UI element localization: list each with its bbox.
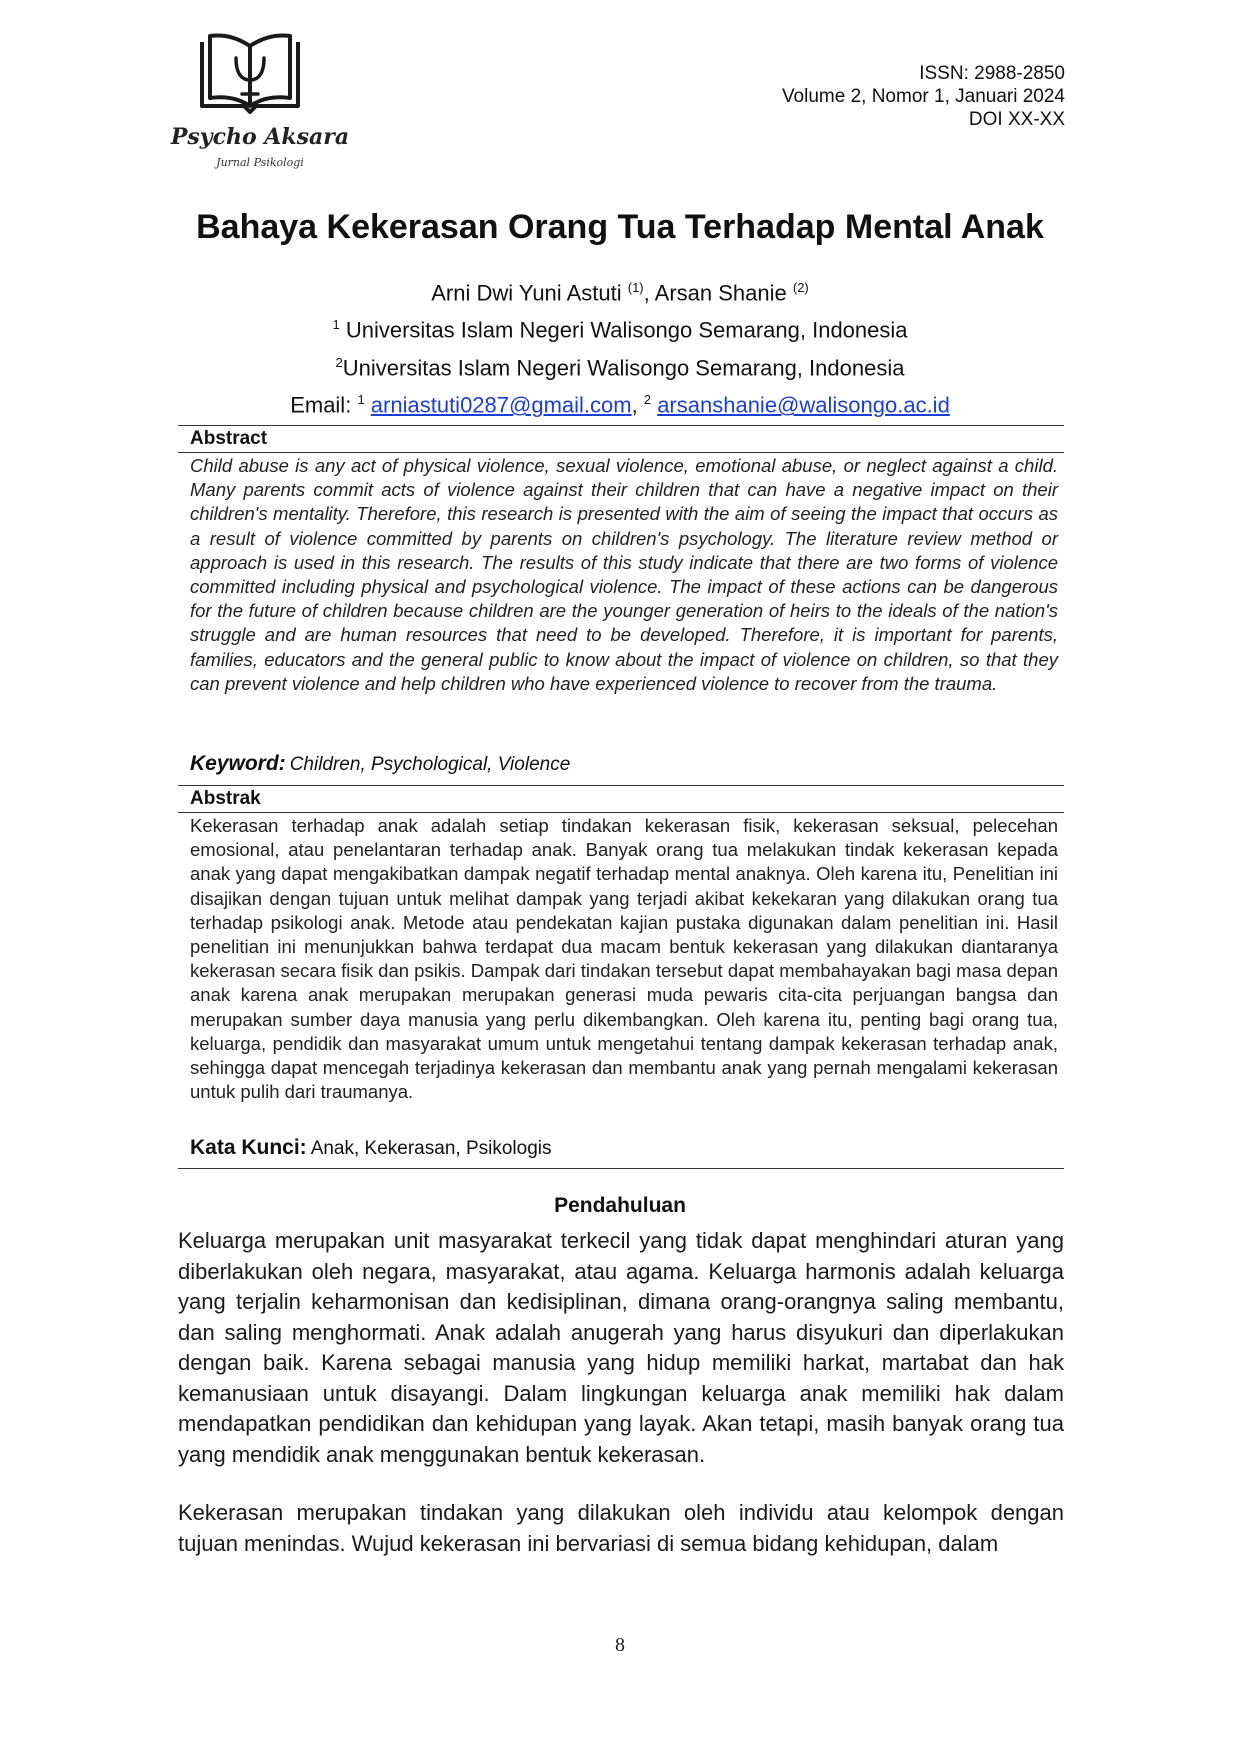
author-2: Arsan Shanie — [654, 280, 787, 306]
author-block — [0, 272, 1240, 421]
affiliation-2-mark: 2 — [335, 354, 343, 370]
author-line: Arni Dwi Yuni Astuti $^{(1)}$, Arsan Shanie $^{(2)}$ — [431, 280, 809, 306]
keywords-line — [190, 752, 570, 776]
affiliation-1 — [0, 309, 1240, 346]
abstract-text: Child abuse is any act of physical violence, sexual violence, emotional abuse, or neglect against a child. Many parents commit acts of violence against their children that can have a negative impact on their children's mentality. Therefore, this research is presented with the aim of seeing the impact that occurs as a result of violence committed by parents on children's psychology. The literature review method or approach is used in this research. The results of this study indicate that there are two forms of violence committed including physical and psychological violence. The impact of these actions can be dangerous for the future of children because children are the younger generation of heirs to the ideals of the nation's struggle and are human resources that need to be developed. Therefore, it is important for parents, families, educators and the general public to know about the impact of violence on children, so that they can prevent violence and help children who have experienced violence to recover from the trauma. — [190, 455, 1058, 694]
divider — [178, 785, 1064, 786]
keyword-values: Children, Psychological, Violence — [289, 754, 571, 775]
affiliation-2-text: Universitas Islam Negeri Walisongo Semarang, Indonesia — [342, 354, 905, 380]
logo-tagline: Jurnal Psikologi — [216, 156, 304, 169]
intro-paragraph-1: Keluarga merupakan unit masyarakat terkecil yang tidak dapat menghindari aturan yang diberlakukan oleh negara, masyarakat, atau agama. Keluarga harmonis adalah keluarga yang terjalin keharmonisan dan kedisiplinan, dimana orang-orangnya saling membantu, dan saling menghormati. Anak adalah anugerah yang harus disyukuri dan diperlakukan dengan baik. Karena sebagai manusia yang hidup memiliki harkat, martabat dan hak kemanusiaan untuk disayangi. Dalam lingkungan keluarga anak memiliki hak dalam mendapatkan pendidikan dan kehidupan yang layak. Akan tetapi, masih banyak orang tua yang mendidik anak menggunakan bentuk kekerasan. — [178, 1228, 1064, 1467]
abstrak-heading: Abstrak — [190, 788, 261, 809]
divider — [178, 1168, 1064, 1169]
intro-heading: Pendahuluan — [554, 1194, 686, 1217]
intro-paragraph-2: Kekerasan merupakan tindakan yang dilakukan oleh individu atau kelompok dengan tujuan menindas. Wujud kekerasan ini bervariasi di semua bidang kehidupan, dalam — [178, 1500, 1064, 1556]
doi: DOI XX-XX — [968, 109, 1065, 130]
divider — [178, 812, 1064, 813]
affiliation-1-mark: 1 — [332, 317, 340, 333]
page-number: 8 — [615, 1634, 625, 1656]
email-2-mark: 2 — [643, 391, 652, 407]
author-1: Arni Dwi Yuni Astuti — [431, 280, 622, 306]
volume-info: Volume 2, Nomor 1, Januari 2024 — [781, 86, 1065, 107]
keyword-label: Keyword: — [190, 752, 286, 775]
author-2-mark: (2) — [792, 280, 809, 295]
kata-kunci-line — [190, 1136, 551, 1160]
journal-logo — [160, 28, 360, 178]
open-book-psi-icon — [194, 28, 306, 120]
email-line: Email: $^1$ arniastuti0287@gmail.com, $^2$ arsanshanie@walisongo.ac.id — [290, 391, 950, 418]
abstrak-text: Kekerasan terhadap anak adalah setiap tindakan kekerasan fisik, kekerasan seksual, pelecehan emosional, atau penelantaran terhadap anak. Banyak orang tua melakukan tindak kekerasan kepada anak yang dapat mengakibatkan dampak negatif terhadap mental anaknya. Oleh karena itu, Penelitian ini disajikan dengan tujuan untuk melihat dampak yang terjadi akibat kekekaran yang dilakukan orang tua terhadap psikologi anak. Metode atau pendekatan kajian pustaka digunakan dalam penelitian ini. Hasil penelitian ini menunjukkan bahwa terdapat dua macam bentuk kekerasan yang dilakukan diantaranya kekerasan secara fisik dan psikis. Dampak dari tindakan tersebut dapat membahayakan bagi masa depan anak karena anak merupakan merupakan generasi muda pewaris cita-cita perjuangan bangsa dan merupakan sumber daya manusia yang perlu dikembangkan. Oleh karena itu, penting bagi orang tua, keluarga, pendidik dan masyarakat umum untuk mengetahui tentang dampak kekerasan terhadap anak, sehingga dapat mencegah terjadinya kekerasan dan membantu anak yang pernah mengalami kekerasan untuk pulih dari traumanya. — [190, 815, 1058, 1103]
abstract-heading: Abstract — [190, 428, 268, 449]
divider — [178, 425, 1064, 426]
kata-kunci-values: Anak, Kekerasan, Psikologis — [310, 1138, 552, 1159]
kata-kunci-label: Kata Kunci: — [190, 1136, 307, 1159]
divider — [178, 452, 1064, 453]
email-1-link[interactable]: arniastuti0287@gmail.com — [370, 392, 632, 418]
paper-title: Bahaya Kekerasan Orang Tua Terhadap Mental Anak — [196, 208, 1044, 246]
email-1-mark: 1 — [357, 391, 365, 407]
affiliation-2 — [0, 347, 1240, 384]
logo-name: Psycho Aksara — [170, 124, 350, 150]
issn: ISSN: 2988-2850 — [919, 63, 1065, 84]
journal-meta — [782, 62, 1065, 131]
affiliation-1-text: Universitas Islam Negeri Walisongo Semarang, Indonesia — [345, 317, 908, 343]
author-1-mark: (1) — [627, 280, 644, 295]
email-label: Email: — [290, 392, 352, 418]
email-2-link[interactable]: arsanshanie@walisongo.ac.id — [657, 392, 950, 418]
